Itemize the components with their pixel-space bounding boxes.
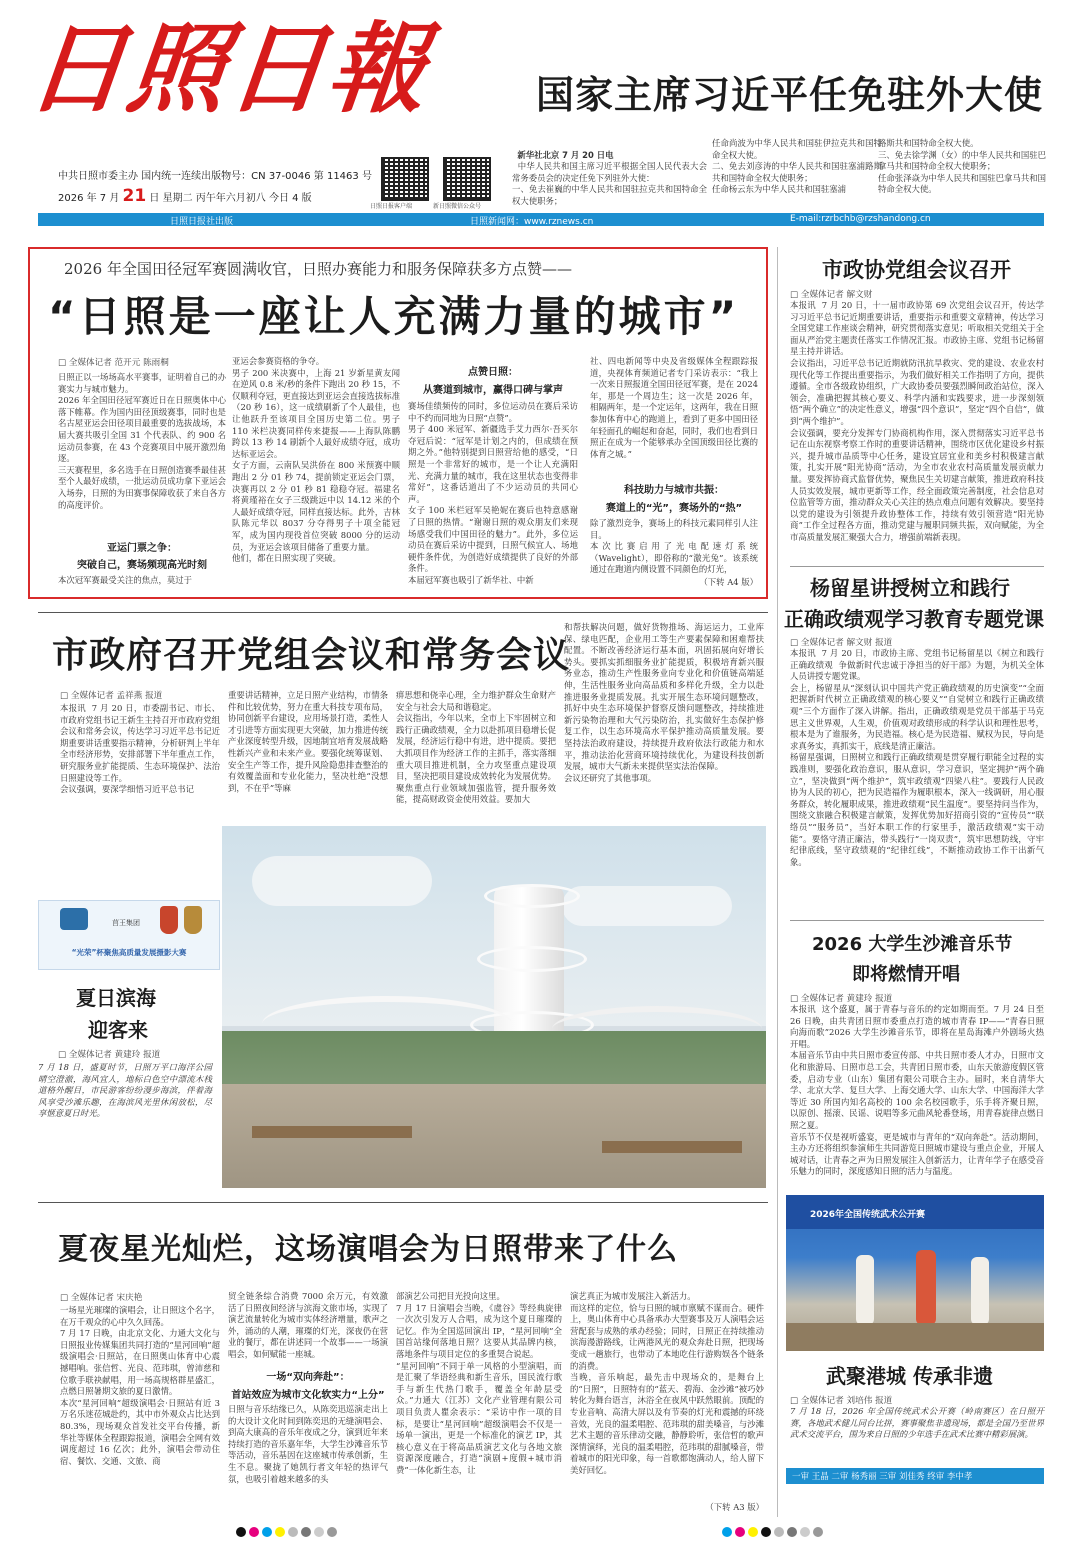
byline-icon: □ [60,691,71,701]
concert-col2: 贸全链条综合消费 7000 余万元，有效激活了日照夜间经济与滨海文旅市场，实现了演艺流量转化为城市实体经济增量，歌声之外，涌动的人潮，璀璨的灯光，深夜仍在营业的餐厅，都在讲述同一个故事——一场演唱会，如何赋能一座城。 [228,1291,388,1359]
concert-col2-tail: 日照与音乐结缘已久，从陈奕迅巡演走出上的大设计文化时间到陈奕迅的无缝演唱会、到高大康高的音乐年夜成之分，演到近年来持续打造的音乐嘉年华，大学生沙滩音乐节等活动，音乐基因在这座城市传承创新，生生不息。聚拢了她凯行者文年轻的热评气氛，也吸引着越来越多的头 [228,1404,388,1484]
ad-brand: 莒王集团 [112,919,140,927]
council-headline: 市政府召开党组会议和常务会议 [52,634,571,676]
registration-dot [748,1527,758,1537]
registration-dot [774,1527,784,1537]
tree-line [222,1031,766,1086]
ad-tag: “光荣”杯聚焦高质量发展摄影大赛 [71,948,187,957]
byline-icon: □ [790,290,801,300]
top-story-dateline: 新华社北京 7 月 20 日电 [517,149,614,160]
concert-byline [60,1291,220,1303]
council-byline-text: 全媒体记者 孟祥燕 报道 [70,691,163,701]
registration-dot [314,1527,324,1537]
music-fest-byline-text: 全媒体记者 黄建玲 报道 [800,994,893,1004]
right-col-rule [790,566,1044,567]
top-story-col2: 任命尚波为中华人民共和国驻伊拉克共和国特命全权大使。 二、免去刘彦涛的中华人民共和国驻塞浦路斯共和国特命全权大使职务； 任命杨云东为中华人民共和国驻塞浦 [712,138,882,195]
music-fest-headline-2: 即将燃情开唱 [852,964,960,985]
lecture-headline-1: 杨留星讲授树立和践行 [810,576,1010,600]
athlete [916,1250,936,1325]
beach-byline-text: 全媒体记者 黄建玲 报道 [68,1050,161,1060]
council-top-rule [38,612,768,613]
cppcc-headline: 市政协党组会议召开 [822,258,1011,282]
main-photo [222,826,766,1188]
athlete [971,1257,989,1325]
qr-code-wechat[interactable] [443,157,491,201]
right-col-divider [777,247,778,1517]
floor [786,1323,1044,1351]
lead-col1: 日照正以一场场高水平赛事，证明着自己的办赛实力与城市魅力。 2026 年全国田径冠军赛近日在日照奥体中心落下帷幕。作为国内田径顶级赛事，同时也是名古屋亚运会田径项目最重要的选拔战场，本届大赛共吸引全国 31 个代表队、约 900 名运动员参赛，在 43 个竞赛项目中展开激烈角逐。 三天赛程里，多名选手在日照创造赛季最佳甚至个人最好成绩，一批运动员成功拿下亚运会入场券，日照的为田赛事保障收获了来自各方的高度评价。 [58,372,226,510]
registration-dot [301,1527,311,1537]
lead-col4-tail: 除了激烈竞争，赛场上的科技元素同样引人注目。 本次比赛启用了光电配速灯系统（Wavelight），即俗称的“激光兔”。该系统通过在跑道内侧设置不同颜色的灯光， [590,518,758,575]
staff-line: 一审 王晶 二审 杨秀丽 三审 刘佳秀 终审 李中孝 [792,1472,973,1482]
date-suffix: 日 星期二 丙午年六月初八 今日 4 版 [149,193,312,204]
qr-caption-app: 日照日报客户端 [370,203,413,210]
concert-col4: 演艺真正为城市发展注入新活力。 而这样的定位，恰与日照的城市禀赋不谋而合。硬件上，奥山体育中心具备承办大型赛事及万人演唱会运营配套与成熟的承办经验；同时，日照正在持续推动滨海漫游路线，让两港风光的观众奔赴日照，把现场变成一趟旅行，也带动了本地吃住行游购娱各个链条的消费。 当晚，音乐响起，最先击中现场众的，是舞台上的“日照”，日照特有的“蓝天、碧海、金沙滩”被巧妙转化为舞台语言，沐浴全在夜风中跃然眼前。顶配的专业音响、高清大屏以及有节奏的灯光和震撼的环绕音效，光良的温柔唱腔、范玮琪的甜美嗓音，与沙滩艺术主题的音乐律动交融，静静聆听，张信哲的歌声深情演绎，光良的温柔唱腔，范玮琪的甜腻嗓音，带着城市的阳光印象，每一首歌都饱满动人，给人留下美好回忆。 [570,1291,764,1475]
council-col2: 重要讲话精神，立足日照产业结构，市情条件和比较优势，努力在重大科技专项布局，协同创新平台建设，应用场景打造，柔性人才引进等方面实现更大突破，加力推进传统产业深度转型升级，因地制宜培育发展战略性新兴产业和未来产业。要强化统筹谋划、安全生产等工作，提升风险隐患排查整治的有效覆盖面和专业化能力，坚决杜绝“没想到，不在乎”等麻 [228,690,388,793]
party-line: 中共日照市委主办 国内统一连续出版物号：CN 37-0046 第 11463 号 [58,171,372,182]
lecture-headline-2: 正确政绩观学习教育专题党课 [784,607,1044,631]
council-col3: 痹思想和侥幸心理，全力维护群众生命财产安全与社会大局和谐稳定。 会议指出，今年以来，全市上下牢固树立和践行正确政绩观，全力以赴抓项目稳增长促发展，经济运行稳中有进，进中提质。要把大抓项目作为经济工作的主抓手，落实落细重大项目推进机制，全力攻坚重点建设项目，坚决把项目建设成效转化为发展优势。聚焦重点行业领域加强监管，提升服务效能，提高财政资金使用效益。要加大 [396,690,556,805]
qr-code-app[interactable] [381,157,429,201]
registration-dot [327,1527,337,1537]
lead-col3-subhead1: 点赞日照： [468,367,518,378]
camera-icon [60,908,88,930]
concert-continued: （下转 A3 版） [705,1502,764,1512]
lead-col4-subhead2: 赛道上的“光”，赛场外的“热” [605,503,743,514]
martial-arts-byline [790,1394,1040,1406]
martial-arts-photo [786,1195,1044,1351]
registration-dot [813,1527,823,1537]
beach-text: 7 月 18 日，盛夏时节，日照万平口海洋公园晴空澄澈，海风宜人，地标白色空中漂流木栈道格外醒目，市民游客纷纷漫步海滨，伴着海风享受沙滩乐趣，在海滨风光里休闲放松，尽享惬意夏日时光。 [38,1062,212,1119]
trophy-icon [160,906,178,934]
byline-icon: □ [790,994,801,1004]
top-story-headline: 国家主席习近平任免驻外大使 [536,73,1044,117]
lead-col1-tail: 本次冠军赛最受关注的焦点，莫过于 [58,575,192,585]
bar-publisher: 日照日报社出版 [170,217,234,227]
lead-col3: 赛场佳绩频传的同时，多位运动员在赛后采访中不约而同地为日照“点赞”。 男子 400 米冠军、新疆选手艾力西尔·吾买尔夺冠后说：“冠军是计划之内的，但成绩在预期之外。”他特别提到日照营给他的感受，“日照是一个非常好的城市，是一个让人充满阳光、充满力量的城市，我在这里状态也变得非常好”，这番话道出了不少运动员的共同心声。 女子 100 米栏冠军吴艳妮在赛后也特意感谢了日照的热情。“谢谢日照的观众朋友们来现场感受我们中国田径的魅力”。此外，多位运动员在赛后采访中提到，日照气候宜人、场地硬件条件优，为创造好成绩提供了良好的外部条件。 本届冠军赛也吸引了新华社、中新 [408,401,578,585]
photo-cloud [252,856,432,906]
concert-col2-subhead1: 一场“双向奔赴”： [266,1372,350,1383]
registration-dots-right [722,1522,826,1541]
bench [252,1126,412,1138]
registration-dots-left [236,1522,340,1541]
byline-icon: □ [58,358,69,368]
lecture-byline [790,636,1040,648]
registration-dot [275,1527,285,1537]
beach-byline [58,1048,218,1060]
photo-banner-text: 2026年全国传统武术公开赛 [810,1210,926,1220]
top-story-col3: 路斯共和国特命全权大使。 三、免去徐学渊（女）的中华人民共和国驻巴拿马共和国特命全权大使职务； 任命张泽焱为中华人民共和国驻巴拿马共和国特命全权大使。 [878,138,1046,195]
date-line [58,186,312,206]
byline-icon: □ [58,1050,69,1060]
bar-website[interactable]: 日照新闻网：www.rznews.cn [470,217,594,227]
top-story-col1-text: 中华人民共和国主席习近平根据全国人民代表大会常务委员会的决定任免下列驻外大使： 一、免去崔巍的中华人民共和国驻拉克共和国特命全权大使职务； [512,161,707,206]
athlete [856,1255,874,1325]
registration-dot [735,1527,745,1537]
registration-dot [722,1527,732,1537]
music-fest-headline-1: 2026 大学生沙滩音乐节 [812,934,1013,955]
lead-col4: 社、四电新闻等中央及省级媒体全程跟踪报道，央视体育频道记者专门采访表示：“我上一次来日照报道全国田径冠军赛，是在 2024 年，那是一个周边生；这一次是 2026 年，相隔两年，是一个定运年，这两年，我在日照参加体育中心的跑道上，看到了更多中国田径年轻面孔的崛起和奋起，同时，我们也看到日照正在成为一个能够承办全国顶级田径比赛的体育之城。” [590,356,761,459]
lead-col4-subhead1: 科技助力与城市共振： [624,485,724,496]
music-fest-text: 本报讯 这个盛夏，属于青春与音乐的约定如期而至。7 月 24 日至 26 日晚，由共青团日照市委重点打造的城市青春 IP——“青春日照 向海而歌”2026 大学生沙滩音乐节，即将在星岛海滩户外剧场火热开唱。 本届音乐节由中共日照市委宣传部、中共日照市委人才办，日照市文化和旅游局、日照市总工会，共青团日照市委，山东天旅游度假区管委，启动专业（山东）集团有限公司联合主办。届时，来自清华大学、北京大学、复旦大学、上海交通大学、山东大学、中国海洋大学等近 30 所国内知名高校的 100 余名校园歌手，乐手将齐聚日照，以原创、摇滚、民谣、说唱等多元曲风轮番登场，用青春旋律点燃日照之夏。 音乐节不仅是视听盛宴，更是城市与青年的“双向奔赴”。活动期间，主办方还将组织参演师生共同游览日照城市建设与重点企业，开展人城对话，让青春之声为日照发展注入创新活力，让青年学子在感受音乐魅力的同时，深度感知日照的活力与温度。 [790,1004,1044,1177]
council-col4: 和帮扶解决问题，做好货物推场、海运运力，工业库保、绿电匹配，企业用工等生产要素保障和困难帮扶配置。不断改善经济运行基本面，巩固拓展向好增长势头。要抓实抓细服务业扩能提质，积极培育新兴服务业态，推动生产性服务业向专业化和价值链高端延伸，生活性服务业向高品质和多样化升级，全力以赴推进服务业提质发展。扎实开展生态环境问题整改，抓好中央生态环境保护督察反馈问题整改，持续推进新污染物治理和大气污染防治，扎实做好生态保护修复工作，以生态环境高水平保护推动高质量发展。要坚持法治政府建设，持续提升政府依法行政能力和水平，推动法治化营商环境持续优化，为建设科技创新发展，城市大气新未来提供坚实法治保障。 会议还研究了其他事项。 [564,622,764,783]
council-col1: 本报讯 7 月 20 日，市委副书记、市长、市政府党组书记王新生主持召开市政府党组会议和常务会议，传达学习习近平总书记近期重要讲话重要指示精神，分析研判上半年全市经济形势，安排部署下半年重点工作，研究服务业扩能提质、生态环境保护、法治日照建设等工作。 会议强调，要深学细悟习近平总书记 [60,703,220,795]
qr-caption-wechat: 新日照微信公众号 [433,203,482,210]
lead-continued: （下转 A4 版） [699,577,758,587]
cppcc-byline-text: 全媒体记者 解文财 [800,290,873,300]
registration-dot [236,1527,246,1537]
concert-col3: 部演艺公司把目光投向这里。 7 月 17 日演唱会当晚，《虞谷》等经典旋律一次次引发万人合唱，成为这个夏日璀璨的记忆。作为全国巡回演出 IP，“星河回响”全国首站缘何落地日照？这要从其品牌内核，落地条件与项目定位的多重契合说起。 “星河回响”不同于单一风格的小型演唱，而是汇聚了华语经典和新生音乐，国民流行歌手与新生代热门歌手，覆盖全年龄层受众。”力通大（江苏）文化产业管理有限公司项目负责人瞿余表示：“采访中作一项的目标，是要让“星河回响”超级演唱会不仅是一场单一演出，更是一个标准化的演艺 IP，其核心意义在于将高品质演艺文化与各地文旅资源深度融合，打造“演剧+度假+城市消费”一体化新生态，让 [396,1291,562,1475]
lead-col3-subhead2: 从赛道到城市，赢得口碑与掌声 [423,385,563,396]
lead-kicker: 2026 年全国田径冠军赛圆满收官，日照办赛能力和服务保障获多方点赞—— [64,260,572,278]
lead-headline: “日照是一座让人充满力量的城市” [48,292,740,341]
lead-col1-subhead1: 亚运门票之争： [107,543,177,554]
cppcc-text: 本报讯 7 月 20 日，十一届市政协第 69 次党组会议召开，传达学习习近平总书记近期重要讲话，重要指示和重要文章精神，传达学习全国党建工作座谈会精神，研究贯彻落实意见；听取相关党组关于全面从严治党主题责任落实工作情况汇报。市政协主席、党组书记杨留星主持并讲话。 会议指出，习近平总书记近期就防汛抗旱救灾、党的建设、农业农村现代化等工作提出重要指示，为我们做好相关工作指明了方向，提供遵循。全市各级政协组织，广大政协委员要强烈瞬间政治站位，深入领会，准确把握其核心要义、科学内涵和实践要求，进一步深刻领悟“两个确立”的决定性意义，增强“四个意识”，坚定“四个自信”，做到“两个维护”。 会议强调，要充分发挥专门协商机构作用，深入贯彻落实习近平总书记在山东视察考察工作时的重要讲话精神，围绕市区优化建设乡村振兴，提升城市品质等中心任务，建设宜居宜业和美乡村积极建言献策，扎实开展“阳光协商”活动，为全市农业农村高质量发展贡献力量。要发挥协商式监督优势，聚焦民生关切建言献策，推进政府科技人员实效发展，城市更新等工作，经全面政策完善制度，社会信息对位监管等方面，推动群众关心关注的热点难点问题有效解决。要坚持以党的建设为引领提升政协整体工作，持续有效引领营造“阳光协商”工作全过程各方面，推动党建与履职同频共振，双向赋能，为全市高质量发展汇聚强大合力，增强前端新表现。 [790,300,1044,542]
byline-icon: □ [60,1293,71,1303]
martial-arts-headline: 武聚港城 传承非遗 [826,1364,993,1388]
tower-ring [477,946,587,972]
date-day: 21 [122,186,147,206]
byline-icon: □ [790,638,801,648]
concert-col1: 一场星光璀璨的演唱会，让日照这个名字，在万千观众的心中久久回荡。 7 月 17 日晚，由北京文化、力通大文化与日照报业传媒集团共同打造的“星河回响”超级演唱会·日照站，在日照奥山体育中心震撼唱响。张信哲、光良、范玮琪，曾沛慈和位歌手联袂献唱，用一场高规格群星盛汇，点燃日照暑期文旅的夏日激情。 本次“星河回响”超级演唱会·日照站有近 3 万名乐迷莅城赴约，其中市外观众占比达到 80.3%，现场观众首发社交平台传播，新华社等媒体全程跟踪报道，演唱会全网有效调度超过 16 亿次；此外，演唱会带动住宿、餐饮、交通、文旅、商 [60,1305,220,1466]
registration-dot [761,1527,771,1537]
beach-headline-1: 夏日滨海 [76,986,156,1010]
lead-col1-subhead2: 突破自己，赛场频现高光时刻 [77,560,207,571]
concert-headline: 夏夜星光灿烂，这场演唱会为日照带来了什么 [58,1232,678,1267]
photo-cloud [562,886,732,926]
tower-ring [484,884,580,908]
date-prefix: 2026 年 7 月 [58,193,120,204]
bar-email[interactable]: E-mail:rzrbchb@rzshandong.cn [790,214,931,224]
lead-byline-text: 全媒体记者 范开元 陈雨桐 [68,358,169,368]
martial-arts-byline-text: 全媒体记者 刘培伟 报道 [800,1396,893,1406]
concert-top-rule [38,1202,768,1203]
lead-byline [58,356,228,368]
trophy-icon [184,906,202,934]
registration-dot [288,1527,298,1537]
lecture-text: 本报讯 7 月 20 日，市政协主席、党组书记杨留星以《树立和践行正确政绩观 争做新时代忠诚于净担当的好干部》为题，为机关全体人员讲授专题党课。 会上，杨留星从“深刻认识中国共产党正确政绩观的历史演变”“全面把握新时代树立正确政绩观的核心要义”“自觉树立和践行正确政绩观”三个方面作了深入讲解。指出，正确政绩观是党员干部基于马克思主义世界观，人生观，价值观对政绩形成的科学认识和理性思考，根本是为了谁服务，为民造福。核心是为民造福、赋权为民，导向是求真务实，真抓实干，底线是清正廉洁。 杨留星强调，日照树立和践行正确政绩观是贯穿履行职能全过程的实践准则，要强化政治意识，服从意识，学习意识，坚定拥护“两个确立”，坚决做到“两个维护”，筑牢政绩观“四梁八柱”。要践行人民政协为人民的初心，把为民造福作为履职根本，深入一线调研，用心服务群众，转化履职成果，推进政绩观“民生温度”。要坚持问当作为，围绕文旅融合积极建言献策，发挥优势加好招商引资的“宣传员”“联络员”“服务员”，当好本职工作的行家里手，激活政绩观“实干动能”。要恪守清正廉洁，带头践行“一岗双责”，筑牢思想防线，守牢纪律底线，坚守政绩观的“纪律红线”，不断推动政协工作干出新气象。 [790,648,1044,867]
cppcc-byline [790,288,1040,300]
concert-byline-text: 全媒体记者 宋庆艳 [70,1293,143,1303]
byline-icon: □ [790,1396,801,1406]
right-col-rule [790,920,1044,921]
top-story-col1 [512,138,707,206]
concert-col2-subhead2: 首站效应为城市文化软实力“上分” [231,1390,385,1401]
masthead-logo: 日照日報 [22,12,435,127]
registration-dot [800,1527,810,1537]
registration-dot [787,1527,797,1537]
registration-dot [249,1527,259,1537]
martial-arts-text: 7 月 18 日，2026 年全国传统武术公开赛（岭南赛区）在日照开赛，各地武术健儿同台比拼，赛事聚焦非遗现场，都是全国乃至世界武术交流平台，围为来自日照的少年选手在武术比赛中精彩展演。 [790,1406,1044,1440]
bench [602,1141,742,1153]
beach-headline-2: 迎客来 [88,1018,148,1042]
registration-dot [262,1527,272,1537]
lead-col2: 亚运会参赛资格的争夺。 男子 200 米决赛中，上海 21 岁新星黄友闻在逆风 0.8 米/秒的条件下跑出 20 秒 15，不仅顺利夺冠，更直接达到亚运会直接选拔标准（20 秒 16），这一成绩刷新了个人最佳，也让他跃升至该项目全国历史第二位。男子 110 米栏决赛同样传来捷报——上海队陈鹏跨以 13 秒 14 刷新个人最好成绩夺冠，成功达标亚运会。 女子方面，云南队吴洪侨在 800 米预赛中顺跑出 2 分 01 秒 74，提前锁定亚运会门票，决赛再以 2 分 01 秒 81 稳稳夺冠。福建名将黄瑾裕在女子三级跳远中以 14.12 米的个人最好成绩夺冠，同样直接达标。此外，吉林队陈元华以 8037 分夺得男子十项全能冠军，成为国内现役首位突破 8000 分的运动员，为亚运会该项目储备了重要力量。 他们，都在日照实现了突破。 [232,356,401,564]
music-fest-byline [790,992,1040,1004]
lecture-byline-text: 全媒体记者 解文财 报道 [800,638,893,648]
council-byline [60,689,230,701]
